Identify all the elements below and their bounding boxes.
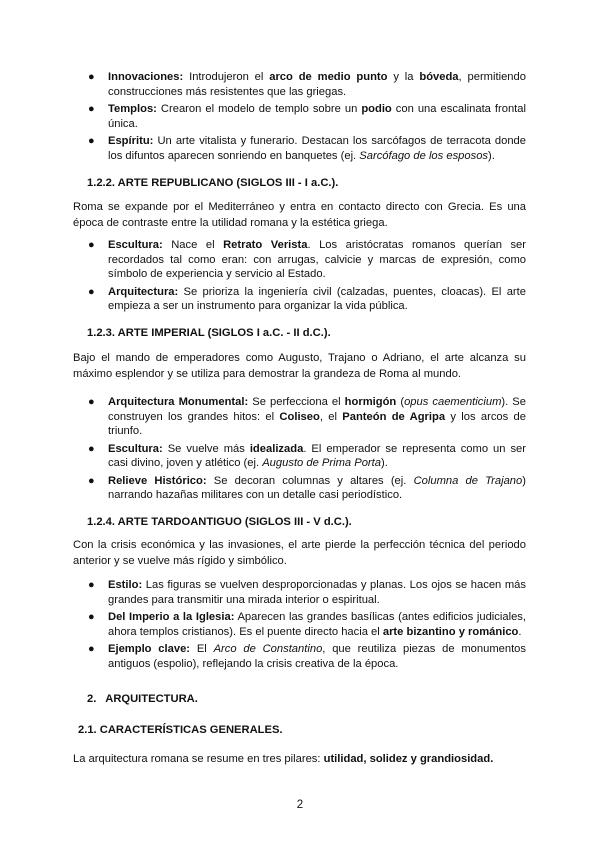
- list-etruscan-features: [86, 70, 526, 166]
- list-item: ● Arquitectura: Se prioriza la ingeniería civil (calzadas, puentes, cloacas). El arte empieza a ser un instrumento para organizar la vida pública.: [88, 285, 526, 312]
- page-number: 2: [296, 799, 304, 811]
- section-heading-1-2-3: 1.2.3. ARTE IMPERIAL (SIGLOS I a.C. - II d.C.).: [87, 327, 331, 339]
- list-item: ● Escultura: Se vuelve más idealizada. El emperador se representa como un ser casi divino, joven y atlético (ej. Augusto de Prima Porta).: [88, 442, 527, 469]
- bullet-icon: ●: [88, 579, 95, 591]
- section-heading-2-1: 2.1. CARACTERÍSTICAS GENERALES.: [78, 724, 283, 736]
- list-item: ● Ejemplo clave: El Arco de Constantino, que reutiliza piezas de monumentos antiguos (espolio), reflejando la crisis creativa de la época.: [88, 643, 526, 670]
- list-item: ● Arquitectura Monumental: Se perfecciona el hormigón (opus caementicium). Se construyen los grandes hitos: el Coliseo, el Panteón de Agripa y los arcos de triunfo.: [88, 396, 526, 437]
- bullet-icon: ●: [88, 71, 95, 83]
- bullet-icon: ●: [88, 611, 95, 623]
- list-tardoantiguo: [86, 578, 526, 674]
- section-heading-2: 2. ARQUITECTURA.: [87, 693, 198, 705]
- bullet-icon: ●: [88, 396, 95, 408]
- section-heading-1-2-2: 1.2.2. ARTE REPUBLICANO (SIGLOS III - I a.C.).: [87, 177, 339, 189]
- list-republicano: [86, 238, 526, 317]
- list-item: ● Relieve Histórico: Se decoran columnas y altares (ej. Columna de Trajano) narrando hazañas militares con un detalle casi periodístico.: [88, 474, 526, 501]
- paragraph-arquitectura: La arquitectura romana se resume en tres pilares: utilidad, solidez y grandiosidad.: [73, 753, 494, 765]
- paragraph-tardoantiguo: Con la crisis económica y las invasiones, el arte pierde la perfección técnica del periodo anterior y se vuelve más rígido y simbólico.: [73, 539, 526, 567]
- bullet-icon: ●: [88, 643, 95, 655]
- paragraph-republicano: Roma se expande por el Mediterráneo y entra en contacto directo con Grecia. Es una época de contraste entre la utilidad romana y la estética griega.: [73, 201, 526, 229]
- bullet-icon: ●: [88, 239, 95, 251]
- list-item: ● Innovaciones: Introdujeron el arco de medio punto y la bóveda, permitiendo construcciones más resistentes que las griegas.: [88, 71, 526, 98]
- bullet-icon: ●: [88, 103, 95, 115]
- bullet-icon: ●: [88, 442, 95, 455]
- list-item: ● Templos: Crearon el modelo de templo sobre un podio con una escalinata frontal única.: [88, 103, 527, 130]
- section-heading-1-2-4: 1.2.4. ARTE TARDOANTIGUO (SIGLOS III - V d.C.).: [87, 516, 352, 528]
- bullet-icon: ●: [88, 135, 95, 147]
- paragraph-imperial: Bajo el mando de emperadores como Augusto, Trajano o Adriano, el arte alcanza su máximo esplendor y se utiliza para demostrar la grandeza de Roma al mundo.: [73, 352, 526, 380]
- bullet-icon: ●: [88, 474, 95, 487]
- bullet-icon: ●: [88, 285, 95, 298]
- list-item: ● Del Imperio a la Iglesia: Aparecen las grandes basílicas (antes edificios judiciales, ahora templos cristianos). Es el puente directo hacia el arte bizantino y románico.: [88, 611, 526, 638]
- list-imperial: [86, 395, 526, 506]
- list-item: ● Estilo: Las figuras se vuelven desproporcionadas y planas. Los ojos se hacen más grandes para transmitir una mirada interior o espiritual.: [88, 579, 526, 606]
- list-item: ● Espíritu: Un arte vitalista y funerario. Destacan los sarcófagos de terracota donde los difuntos aparecen sonriendo en banquetes (ej. Sarcófago de los esposos).: [88, 135, 526, 162]
- list-item: ● Escultura: Nace el Retrato Verista. Los aristócratas romanos querían ser recordados tal como eran: con arrugas, calvicie y marcas de expresión, como símbolo de experiencia y servicio al Estado.: [88, 239, 526, 280]
